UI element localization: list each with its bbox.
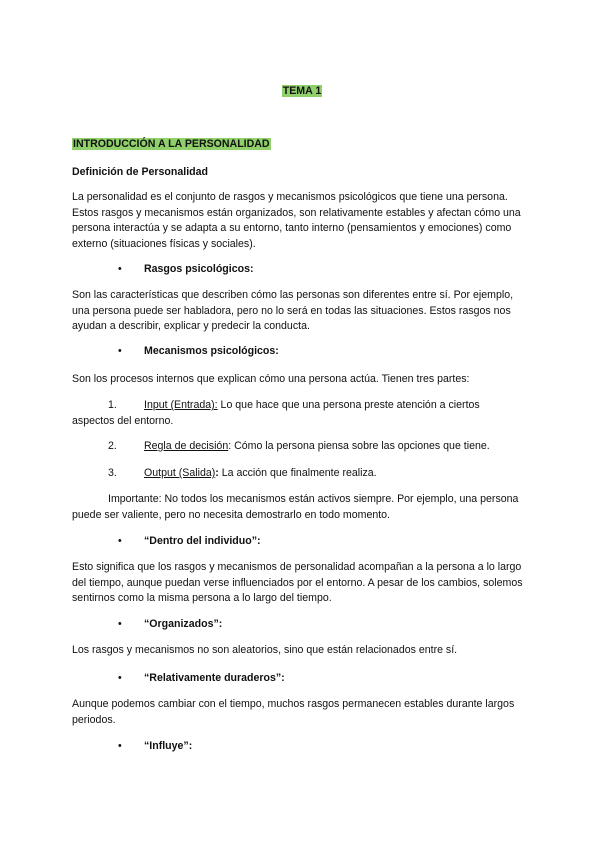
bullet-dot: • <box>118 345 122 357</box>
rasgos-paragraph: Son las características que describen cómo las personas son diferentes entre sí. Por ejemplo, una persona puede ser habladora, pero no lo será en todas las situaciones. Estos rasgos nos ayudan a describir, explicar y predecir la conducta. <box>72 289 514 333</box>
dentro-paragraph: Esto significa que los rasgos y mecanismos de personalidad acompañan a la persona a lo largo del tiempo, aunque puedan verse influenciados por el entorno. A pesar de los cambios, solemos sentirnos como la misma persona a lo largo del tiempo. <box>72 561 523 605</box>
subheading: Definición de Personalidad <box>72 166 208 178</box>
bullet-label: “Relativamente duraderos”: <box>144 672 285 684</box>
section-heading <box>72 137 532 153</box>
bullet-label: Mecanismos psicológicos: <box>144 345 279 357</box>
bullet-dot: • <box>118 618 122 630</box>
item-colon: : <box>215 467 219 479</box>
item-number: 1. <box>108 399 117 411</box>
document-title <box>72 84 532 100</box>
item-desc: Lo que hace que una persona preste atención a ciertos <box>217 399 480 411</box>
item-text <box>144 398 480 414</box>
item-text <box>144 466 377 482</box>
bullet-label: “Dentro del individuo”: <box>144 535 261 547</box>
bullet-dot: • <box>118 672 122 684</box>
bullet-dot: • <box>118 263 122 275</box>
note-paragraph: Importante: No todos los mecanismos están activos siempre. Por ejemplo, una persona puede ser valiente, pero no necesita demostrarlo en todo momento. <box>72 493 519 521</box>
bullet-label: “Influye”: <box>144 740 193 752</box>
item-term: Input (Entrada): <box>144 399 218 411</box>
title-text: TEMA 1 <box>282 85 322 97</box>
duraderos-paragraph: Aunque podemos cambiar con el tiempo, muchos rasgos permanecen estables durante largos periodos. <box>72 698 515 726</box>
item-number: 2. <box>108 440 117 452</box>
section-heading-text: INTRODUCCIÓN A LA PERSONALIDAD <box>73 138 270 150</box>
document-page <box>72 0 532 848</box>
bullet-dot: • <box>118 535 122 547</box>
bullet-label: “Organizados”: <box>144 618 223 630</box>
item-text <box>144 439 490 455</box>
mecanismos-paragraph: Son los procesos internos que explican cómo una persona actúa. Tienen tres partes: <box>72 373 470 385</box>
item-desc-cont: aspectos del entorno. <box>72 414 174 427</box>
organizados-paragraph: Los rasgos y mecanismos no son aleatorios, sino que están relacionados entre sí. <box>72 644 458 656</box>
item-term: Output (Salida) <box>144 467 216 479</box>
item-number: 3. <box>108 467 117 479</box>
item-desc: La acción que finalmente realiza. <box>218 467 377 479</box>
intro-paragraph: La personalidad es el conjunto de rasgos y mecanismos psicológicos que tiene una persona. Estos rasgos y mecanismos están organizados, son relativamente estables y afectan cómo una persona interactúa y se adapta a su entorno, tanto interno (pensamientos y emociones) como externo (situaciones físicas y sociales). <box>72 191 521 250</box>
bullet-label: Rasgos psicológicos: <box>144 263 254 275</box>
item-desc: : Cómo la persona piensa sobre las opciones que tiene. <box>228 440 490 452</box>
item-term: Regla de decisión <box>144 440 229 452</box>
bullet-dot: • <box>118 740 122 752</box>
